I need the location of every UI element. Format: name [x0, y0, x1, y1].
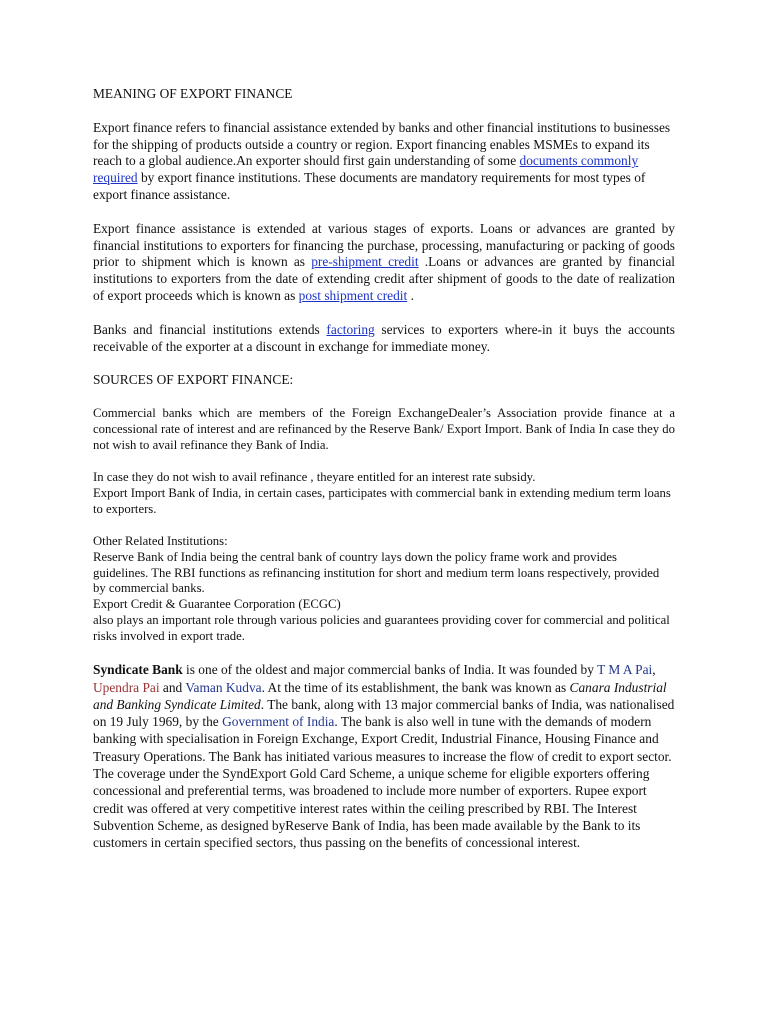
subheading-other-related-institutions: Other Related Institutions: — [93, 534, 228, 549]
text: services to exporters where-in it buys the accounts receivable of the exporter at a discount in exchange for immediate money. — [93, 321, 675, 354]
text: Export finance refers to financial assistance extended by banks and other financial institutions to businesses for the shipping of products outside a country or region. Export financing enables MSMEs to expand its reach to a global audience.An exporter should first gain understanding of some — [93, 119, 671, 169]
link-post-shipment-credit[interactable]: post shipment credit — [298, 287, 408, 303]
text: . The bank, along with 13 major commercial banks of India, was nationalised on 19 July 1969, by the — [93, 696, 675, 730]
heading-sources-of-export-finance: SOURCES OF EXPORT FINANCE: — [93, 372, 294, 388]
text-line: Reserve Bank of India being the central bank of country lays down the policy frame work and provides guidelines. The RBI functions as refinancing institution for short and medium term loans respectively, provided by commercial banks. — [93, 550, 660, 596]
text: Banks and financial institutions extends — [93, 321, 327, 337]
link-pre-shipment-credit[interactable]: pre-shipment credit — [311, 254, 419, 270]
heading-meaning-of-export-finance: MEANING OF EXPORT FINANCE — [93, 86, 293, 101]
text-line: Export Credit & Guarantee Corporation (ECGC) — [93, 597, 341, 612]
paragraph-export-finance-stages — [93, 221, 675, 305]
paragraph-commercial-banks: Commercial banks which are members of the Foreign ExchangeDealer’s Association provide finance at a concessional rate of interest and are refinanced by the Reserve Bank/ Export Import. Bank of India In case they do not wish to avail refinance they Bank of India. — [93, 406, 675, 452]
text-line: In case they do not wish to avail refinance , theyare entitled for an interest rate subsidy. — [93, 470, 536, 485]
link-documents-commonly-required[interactable]: documents commonly required — [93, 153, 639, 186]
text: and — [159, 679, 186, 695]
text: . — [407, 287, 414, 303]
paragraph-export-finance-definition — [93, 120, 675, 204]
paragraph-refinance — [93, 470, 675, 517]
syndicate-bank-name: Syndicate Bank — [93, 662, 183, 678]
text: .Loans or advances are granted by financial institutions to exporters from the date of extending credit after shipment of goods to the date of realization of export proceeds which is known as — [93, 254, 675, 303]
paragraph-factoring — [93, 322, 675, 356]
text-line: also plays an important role through various policies and guarantees providing cover for commercial and political risks involved in export trade. — [93, 612, 670, 643]
former-bank-name: Canara Industrial and Banking Syndicate Limited — [93, 679, 667, 712]
link-t-m-a-pai[interactable]: T M A Pai — [597, 662, 653, 678]
text: by export finance institutions. These documents are mandatory requirements for most types of export finance assistance. — [93, 170, 646, 202]
link-factoring[interactable]: factoring — [326, 321, 375, 337]
text: Export finance assistance is extended at various stages of exports. Loans or advances are granted by financial institutions to exporters for financing the purchase, processing, manufacturing or packing of goods prior to shipment which is known as — [93, 220, 675, 270]
link-vaman-kudva[interactable]: Vaman Kudva — [185, 679, 262, 695]
paragraph-other-related-institutions — [93, 534, 675, 644]
text: is one of the oldest and major commercial banks of India. It was founded by — [182, 662, 598, 678]
text: , — [652, 662, 656, 678]
link-upendra-pai[interactable]: Upendra Pai — [93, 679, 160, 695]
text: . The bank is also well in tune with the demands of modern banking with specialisation in Foreign Exchange, Export Credit, Industrial Finance, Housing Finance and Treasury Operations. The Bank has initiated various measures to increase the flow of credit to export sector. The coverage under the SyndExport Gold Card Scheme, a unique scheme for eligible exporters offering concessional and preferential terms, was broadened to include more number of exporters. Rupee export credit was offered at very competitive interest rates within the ceiling prescribed by RBI. The Interest Subvention Scheme, as designed byReserve Bank of India, has been made available by the Bank to its customers in certain specified sectors, thus passing on the benefits of concessional interest. — [93, 714, 672, 851]
paragraph-syndicate-bank — [93, 661, 675, 851]
text: . At the time of its establishment, the bank was known as — [261, 679, 570, 695]
text-line: Export Import Bank of India, in certain cases, participates with commercial bank in extending medium term loans to exporters. — [93, 485, 671, 516]
link-government-of-india[interactable]: Government of India — [222, 714, 335, 730]
